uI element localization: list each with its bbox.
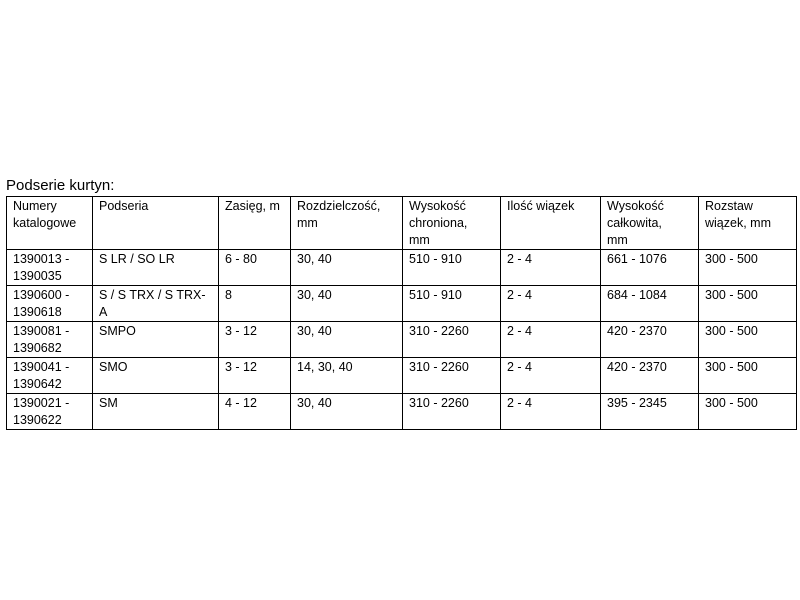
cell-value: 3 - 12	[225, 324, 257, 338]
cell-value: 300 - 500	[705, 396, 758, 410]
cell-resolution	[291, 394, 403, 430]
cell-value: S / S TRX / S TRX-A	[99, 288, 206, 319]
cell-value: 1390021 - 1390622	[13, 396, 70, 427]
cell-value: 30, 40	[297, 288, 332, 302]
cell-value: 300 - 500	[705, 360, 758, 374]
header-label: Ilość wiązek	[507, 199, 575, 213]
cell-total-height	[601, 394, 699, 430]
cell-catalog-numbers	[7, 322, 93, 358]
table-row	[7, 358, 797, 394]
cell-value: SMPO	[99, 324, 136, 338]
cell-resolution	[291, 358, 403, 394]
cell-value: 1390081 - 1390682	[13, 324, 70, 355]
cell-value: 300 - 500	[705, 288, 758, 302]
cell-subseries	[93, 322, 219, 358]
cell-value: 661 - 1076	[607, 252, 667, 266]
cell-catalog-numbers	[7, 250, 93, 286]
header-label: Podseria	[99, 199, 149, 213]
cell-value: 684 - 1084	[607, 288, 667, 302]
cell-value: 310 - 2260	[409, 396, 469, 410]
header-label: Rozstaw wiązek, mm	[705, 199, 771, 230]
cell-catalog-numbers	[7, 358, 93, 394]
cell-resolution	[291, 322, 403, 358]
header-label: Wysokość chroniona, mm	[409, 199, 468, 247]
cell-value: SMO	[99, 360, 128, 374]
cell-value: 510 - 910	[409, 288, 462, 302]
cell-beam-count	[501, 358, 601, 394]
cell-resolution	[291, 250, 403, 286]
cell-protected-height	[403, 286, 501, 322]
cell-value: S LR / SO LR	[99, 252, 175, 266]
cell-value: 8	[225, 288, 232, 302]
header-catalog-numbers	[7, 197, 93, 250]
cell-beam-count	[501, 250, 601, 286]
cell-value: 2 - 4	[507, 288, 533, 302]
header-subseries	[93, 197, 219, 250]
cell-value: 2 - 4	[507, 360, 533, 374]
cell-total-height	[601, 322, 699, 358]
cell-total-height	[601, 358, 699, 394]
header-beam-spacing	[699, 197, 797, 250]
table-row	[7, 322, 797, 358]
cell-beam-count	[501, 394, 601, 430]
cell-value: 510 - 910	[409, 252, 462, 266]
cell-subseries	[93, 358, 219, 394]
header-protected-height	[403, 197, 501, 250]
cell-protected-height	[403, 394, 501, 430]
cell-subseries	[93, 250, 219, 286]
cell-value: 14, 30, 40	[297, 360, 353, 374]
header-beam-count	[501, 197, 601, 250]
cell-range	[219, 322, 291, 358]
cell-beam-spacing	[699, 250, 797, 286]
header-range	[219, 197, 291, 250]
curtain-subseries-table	[6, 196, 797, 430]
cell-value: 420 - 2370	[607, 360, 667, 374]
table-header	[7, 197, 797, 250]
cell-value: 2 - 4	[507, 252, 533, 266]
table-caption: Podserie kurtyn:	[6, 177, 115, 194]
cell-catalog-numbers	[7, 286, 93, 322]
cell-beam-spacing	[699, 394, 797, 430]
cell-beam-count	[501, 322, 601, 358]
cell-subseries	[93, 286, 219, 322]
header-label: Rozdzielczość, mm	[297, 199, 381, 230]
cell-value: 300 - 500	[705, 324, 758, 338]
cell-value: 395 - 2345	[607, 396, 667, 410]
table-row	[7, 250, 797, 286]
cell-value: 2 - 4	[507, 396, 533, 410]
cell-value: 310 - 2260	[409, 324, 469, 338]
header-total-height	[601, 197, 699, 250]
cell-range	[219, 250, 291, 286]
cell-value: 30, 40	[297, 252, 332, 266]
cell-beam-spacing	[699, 322, 797, 358]
table-row	[7, 286, 797, 322]
cell-value: 6 - 80	[225, 252, 257, 266]
cell-protected-height	[403, 322, 501, 358]
cell-value: SM	[99, 396, 118, 410]
cell-value: 30, 40	[297, 396, 332, 410]
cell-value: 1390013 - 1390035	[13, 252, 70, 283]
header-label: Wysokość całkowita, mm	[607, 199, 664, 247]
cell-beam-count	[501, 286, 601, 322]
cell-value: 310 - 2260	[409, 360, 469, 374]
cell-value: 2 - 4	[507, 324, 533, 338]
cell-value: 1390041 - 1390642	[13, 360, 70, 391]
cell-protected-height	[403, 250, 501, 286]
cell-value: 1390600 - 1390618	[13, 288, 70, 319]
table-body	[7, 250, 797, 430]
cell-value: 4 - 12	[225, 396, 257, 410]
header-resolution	[291, 197, 403, 250]
cell-range	[219, 394, 291, 430]
cell-beam-spacing	[699, 358, 797, 394]
cell-catalog-numbers	[7, 394, 93, 430]
cell-value: 300 - 500	[705, 252, 758, 266]
cell-total-height	[601, 250, 699, 286]
header-label: Zasięg, m	[225, 199, 280, 213]
cell-value: 420 - 2370	[607, 324, 667, 338]
header-row	[7, 197, 797, 250]
cell-total-height	[601, 286, 699, 322]
cell-range	[219, 286, 291, 322]
cell-beam-spacing	[699, 286, 797, 322]
cell-subseries	[93, 394, 219, 430]
header-label: Numery katalogowe	[13, 199, 77, 230]
cell-protected-height	[403, 358, 501, 394]
cell-resolution	[291, 286, 403, 322]
table-row	[7, 394, 797, 430]
cell-value: 30, 40	[297, 324, 332, 338]
cell-range	[219, 358, 291, 394]
cell-value: 3 - 12	[225, 360, 257, 374]
